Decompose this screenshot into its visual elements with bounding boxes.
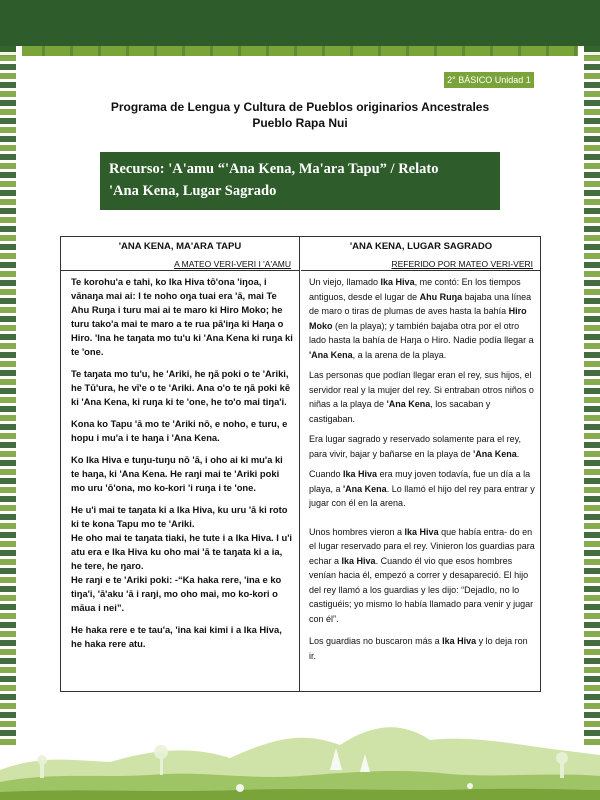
grade-label: 2° BÁSICO Unidad 1	[444, 72, 534, 88]
rapanui-subheading: A MATEO VERI-VERI I 'A'AMU	[174, 259, 291, 269]
spanish-paragraph: Unos hombres vieron a Ika Hiva que había entra- do en el lugar reservado para el rey. Vinieron los guardias para echar a Ika Hiva. Cuando él vio que esos hombres venían hacia él, empezó a correr y desapareció. El hijo del rey llamó a los guardias y les dijo: “Dejadlo, no lo castiguéis; yo mismo lo había llamado para venir y jugar con él”.	[309, 526, 535, 624]
spanish-subheading: REFERIDO POR MATEO VERI-VERI	[391, 259, 533, 269]
rapanui-paragraph: Te taŋata mo tu'u, he 'Ariki, he ŋā poki o te 'Ariki, he Tū'ura, he vī'e o te 'Ariki. Ana o'o te ŋā poki kē ki 'Ana Kena, ki ruŋa ki te 'one, he to'o mai tiŋa'i.	[71, 368, 291, 407]
spanish-column-header	[301, 237, 541, 271]
resource-title-line2: 'Ana Kena, Lugar Sagrado	[109, 183, 277, 199]
right-border-gap	[578, 46, 584, 746]
rapanui-column-header	[61, 237, 299, 271]
spanish-heading: 'ANA KENA, LUGAR SAGRADO	[349, 241, 493, 252]
program-title: Programa de Lengua y Cultura de Pueblos originarios Ancestrales	[110, 100, 490, 114]
program-subtitle: Pueblo Rapa Nui	[252, 116, 348, 130]
spanish-paragraph: Un viejo, llamado Ika Hiva, me contó: En los tiempos antiguos, desde el lugar de Ahu Ruŋa bajaba una línea de maro o tiras de plumas de aves hasta la bahía Hiro Moko (en la playa); y también bajaba otra por el otro lado hasta la bahía de Haŋa o Hiro. Nadie podía llegar a 'Ana Kena, a la arena de la playa.	[309, 277, 534, 360]
spanish-paragraph: Las personas que podían llegar eran el rey, sus hijos, el servidor real y la mujer del rey. Si entraban otros niños o niñas a la playa de 'Ana Kena, los sacaban y castigaban.	[309, 370, 534, 424]
spanish-column	[301, 237, 541, 691]
left-decorative-border	[0, 46, 16, 746]
rapanui-heading: 'ANA KENA, MA'ARA TAPU	[118, 241, 242, 252]
landscape-illustration	[0, 700, 600, 800]
rapanui-paragraph: Te korohu'a e tahi, ko Ika Hiva tō'ona 'iŋoa, i vānaŋa mai ai: I te noho oŋa tuai era 'ā, mai Te Ahu Ruŋa i turu mai ai te maro ki Hiro Moko; he turu tako'a mai te maro a te rua pā'iŋa ki Haŋa o Hiro. 'Ina he taŋata mo tu'u ki 'Ana Kena ki ruŋa ki te 'one.	[71, 276, 293, 357]
spanish-paragraph: Cuando Ika Hiva era muy joven todavía, fue un día a la playa, a 'Ana Kena. Lo llamó el hijo del rey para entrar y jugar con él en la arena.	[309, 469, 535, 508]
top-band-dark	[0, 0, 600, 46]
story-table	[60, 236, 541, 692]
top-band-pattern	[0, 46, 600, 56]
resource-banner	[100, 152, 500, 210]
spanish-paragraph: Era lugar sagrado y reservado solamente para el rey, para vivir, bajar y bañarse en la playa de 'Ana Kena.	[309, 434, 521, 459]
spanish-paragraph: Los guardias no buscaron más a Ika Hiva y lo deja ron ir.	[309, 636, 528, 661]
top-decorative-band	[0, 0, 600, 60]
resource-title-line1: Recurso: 'A'amu “'Ana Kena, Ma'ara Tapu” / Relato	[109, 161, 439, 177]
right-decorative-border	[584, 46, 600, 746]
rapanui-paragraph: He u'i mai te taŋata ki a Ika Hiva, ku uru 'ā ki roto ki te kona Tapu mo te 'Ariki. He oho mai te taŋata tiaki, he tute i a Ika Hiva. I u'i atu era e Ika Hiva ku oho mai 'ā te taŋata ki a ia, he tere, he ŋaro. He raŋi e te 'Ariki poki: -“Ka haka rere, 'ina e ko tiŋa'i, 'ā'aku 'ā i raŋi, mo oho mai, mo ko-kori o māua i nei”.	[71, 504, 293, 613]
rapanui-paragraph: Ko Ika Hiva e tuŋu-tuŋu nō 'ā, i oho ai ki mu'a ki te haŋa, ki 'Ana Kena. He raŋi mai te 'Ariki poki mo uru 'ō'ona, mo ko-kori 'i ruŋa i te 'one.	[71, 454, 283, 493]
landscape-footer	[0, 700, 600, 800]
spanish-text	[301, 271, 541, 663]
rapanui-column	[61, 237, 300, 691]
left-border-gap	[16, 46, 22, 746]
rapanui-paragraph: He haka rere e te tau'a, 'ina kai kimi i a Ika Hiva, he haka rere atu.	[71, 624, 282, 649]
rapanui-paragraph: Kona ko Tapu 'ā mo te 'Ariki nō, e noho, e turu, e hopu i mu'a i te haŋa i 'Ana Kena.	[71, 418, 288, 443]
rapanui-text	[61, 271, 299, 651]
